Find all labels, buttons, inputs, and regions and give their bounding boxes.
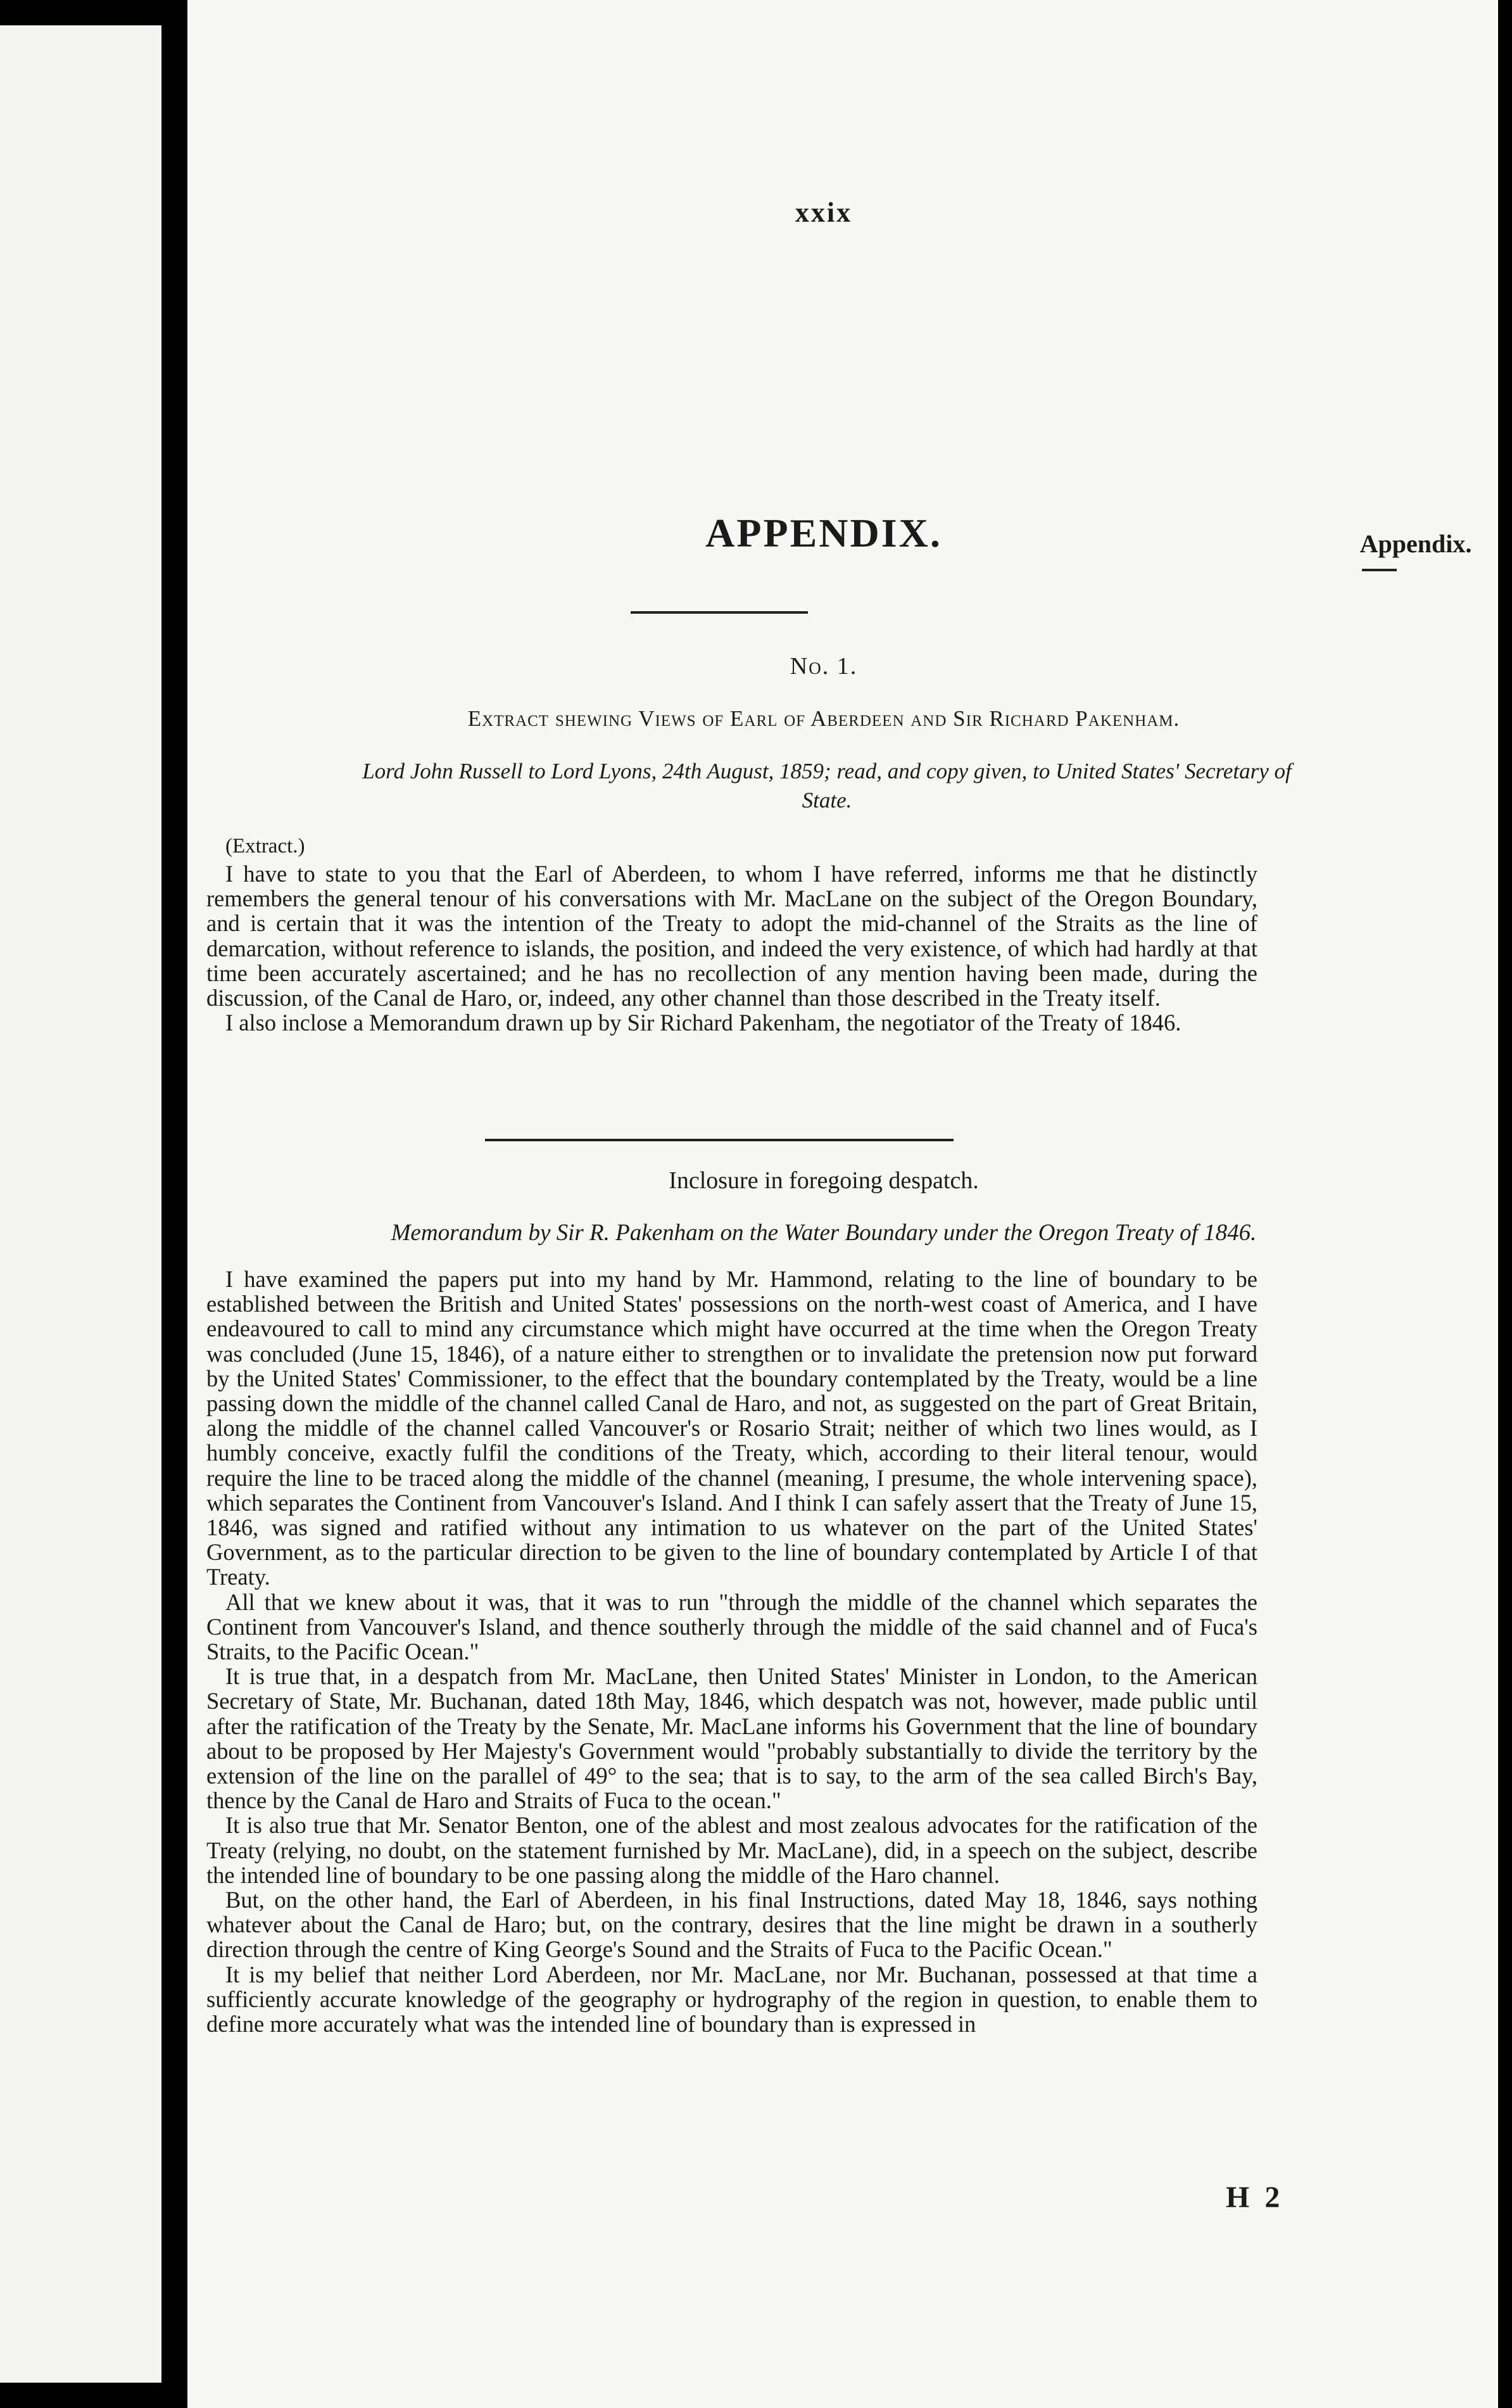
memo-paragraph: It is my belief that neither Lord Aberdeen, nor Mr. MacLane, nor Mr. Buchanan, possessed at that time a sufficiently accurate knowledge of the geography or hydrography of the region in question, to enable them to define more accurately what was the intended line of boundary than is expressed in: [206, 1961, 1257, 2037]
extract-heading: Extract shewing Views of Earl of Aberdeen and Sir Richard Pakenham.: [467, 706, 1180, 731]
memo-title: Memorandum by Sir R. Pakenham on the Water Boundary under the Oregon Treaty of 1846.: [391, 1220, 1257, 1246]
facing-page-edge: [0, 25, 161, 2383]
section-rule: [485, 1139, 954, 1141]
letter-body: [206, 861, 1257, 1035]
margin-note: Appendix.: [1359, 529, 1472, 558]
margin-note-underline: [1362, 569, 1397, 571]
extract-label: (Extract.): [225, 835, 305, 858]
letter-paragraph: I have to state to you that the Earl of Aberdeen, to whom I have referred, informs me that he distinctly remembers the general tenour of his conversations with Mr. MacLane on the subject of the Oregon Boundary, and is certain that it was the intention of the Treaty to adopt the mid-channel of the Straits as the line of demarcation, without reference to islands, the position, and indeed the very existence, of which had hardly at that time been accurately ascertained; and he has no recollection of any mention having been made, during the discussion, of the Canal de Haro, or, indeed, any other channel than those described in the Treaty itself.: [206, 861, 1257, 1011]
document-number: No. 1.: [790, 653, 858, 680]
memo-paragraph: It is also true that Mr. Senator Benton, one of the ablest and most zealous advocates for the ratification of the Treaty (relying, no doubt, on the statement furnished by Mr. MacLane), did, in a speech on the subject, describe the intended line of boundary to be one passing along the middle of the Haro channel.: [206, 1812, 1257, 1888]
memo-paragraph: But, on the other hand, the Earl of Aberdeen, in his final Instructions, dated May 18, 1846, says nothing whatever about the Canal de Haro; but, on the contrary, desires that the line might be drawn in a southerly direction through the centre of King George's Sound and the Straits of Fuca to the Pacific Ocean.": [206, 1887, 1257, 1963]
memo-paragraph: It is true that, in a despatch from Mr. MacLane, then United States' Minister in London, to the American Secretary of State, Mr. Buchanan, dated 18th May, 1846, which despatch was not, however, made public until after the ratification of the Treaty by the Senate, Mr. MacLane informs his Government that the line of boundary about to be proposed by Her Majesty's Government would "probably substantially to divide the territory by the extension of the line on the parallel of 49° to the sea; that is to say, to the arm of the sea called Birch's Bay, thence by the Canal de Haro and Straits of Fuca to the ocean.": [206, 1663, 1257, 1814]
source-line: Lord John Russell to Lord Lyons, 24th August, 1859; read, and copy given, to United States' Secretary of State.: [362, 759, 1292, 813]
page-number: xxix: [795, 197, 853, 228]
memo-paragraph: All that we knew about it was, that it was to run "through the middle of the channel which separates the Continent from Vancouver's Island, and thence southerly through the middle of the said channel and of Fuca's Straits, to the Pacific Ocean.": [206, 1588, 1257, 1665]
title-rule: [631, 611, 808, 614]
inclosure-heading: Inclosure in foregoing despatch.: [669, 1167, 979, 1194]
memo-body: [206, 1267, 1257, 2036]
document-page: [187, 0, 1498, 2408]
section-title: APPENDIX.: [705, 510, 942, 555]
letter-paragraph: I also inclose a Memorandum drawn up by Sir Richard Pakenham, the negotiator of the Treaty of 1846.: [225, 1010, 1181, 1036]
signature-mark: H 2: [1226, 2181, 1284, 2214]
memo-paragraph: I have examined the papers put into my hand by Mr. Hammond, relating to the line of boundary to be established between the British and United States' possessions on the north-west coast of America, and I have endeavoured to call to mind any circumstance which might have occurred at the time when the Oregon Treaty was concluded (June 15, 1846), of a nature either to strengthen or to invalidate the pretension now put forward by the United States' Commissioner, to the effect that the boundary contemplated by the Treaty, would be a line passing down the middle of the channel called Canal de Haro, and not, as suggested on the part of Great Britain, along the middle of the channel called Vancouver's or Rosario Strait; neither of which two lines would, as I humbly conceive, exactly fulfil the conditions of the Treaty, which, according to their literal tenour, would require the line to be traced along the middle of the channel (meaning, I presume, the whole intervening space), which separates the Continent from Vancouver's Island. And I think I can safely assert that the Treaty of June 15, 1846, was signed and ratified without any intimation to us whatever on the part of the United States' Government, as to the particular direction to be given to the line of boundary contemplated by Article I of that Treaty.: [206, 1266, 1257, 1590]
